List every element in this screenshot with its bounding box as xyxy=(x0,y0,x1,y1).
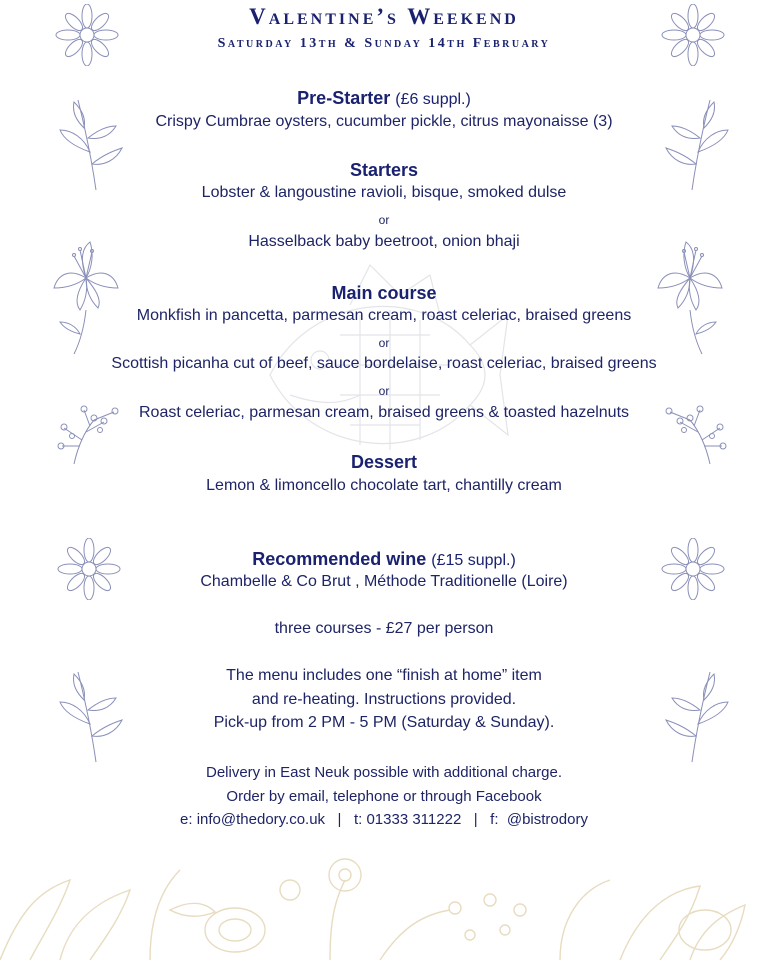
main-course-heading: Main course xyxy=(331,283,437,303)
info-line: and re-heating. Instructions provided. xyxy=(251,691,517,708)
pre-starter-supplement: (£6 suppl.) xyxy=(395,91,471,108)
bottom-floral-border xyxy=(0,820,768,960)
menu-date: Saturday 13th & Sunday 14th February xyxy=(217,36,551,51)
wine-item: Chambelle & Co Brut , Méthode Traditionelle (Loire) xyxy=(200,573,568,590)
main-course-item: Scottish picanha cut of beef, sauce bordelaise, roast celeriac, braised greens xyxy=(111,355,657,372)
order-line: Order by email, telephone or through Facebook xyxy=(226,788,542,805)
menu-title: Valentine’s Weekend xyxy=(249,4,519,29)
dessert-item: Lemon & limoncello chocolate tart, chantilly cream xyxy=(206,477,562,494)
starter-item: Hasselback baby beetroot, onion bhaji xyxy=(248,233,520,250)
contact-line: e: info@thedory.co.uk | t: 01333 311222 | f: @bistrodory xyxy=(180,811,588,828)
or-separator: or xyxy=(378,384,390,398)
starter-item: Lobster & langoustine ravioli, bisque, smoked dulse xyxy=(201,184,567,201)
pre-starter-title: Pre-Starter xyxy=(297,88,391,108)
or-separator: or xyxy=(378,336,390,350)
wine-heading xyxy=(0,549,768,570)
main-course-item: Roast celeriac, parmesan cream, braised greens & toasted hazelnuts xyxy=(138,404,630,421)
dessert-heading: Dessert xyxy=(350,452,418,472)
wine-title: Recommended wine xyxy=(252,549,427,569)
main-course-item: Monkfish in pancetta, parmesan cream, roast celeriac, braised greens xyxy=(136,307,632,324)
pre-starter-item: Crispy Cumbrae oysters, cucumber pickle, citrus mayonaisse (3) xyxy=(155,113,613,130)
pre-starter-heading xyxy=(0,88,768,109)
delivery-line: Delivery in East Neuk possible with additional charge. xyxy=(205,764,562,781)
or-separator: or xyxy=(378,213,390,227)
starters-heading: Starters xyxy=(349,160,419,180)
price-line: three courses - £27 per person xyxy=(274,620,494,637)
info-line: The menu includes one “finish at home” item xyxy=(226,667,542,684)
info-line: Pick-up from 2 PM - 5 PM (Saturday & Sunday). xyxy=(213,714,555,731)
wine-supplement: (£15 suppl.) xyxy=(431,552,516,569)
